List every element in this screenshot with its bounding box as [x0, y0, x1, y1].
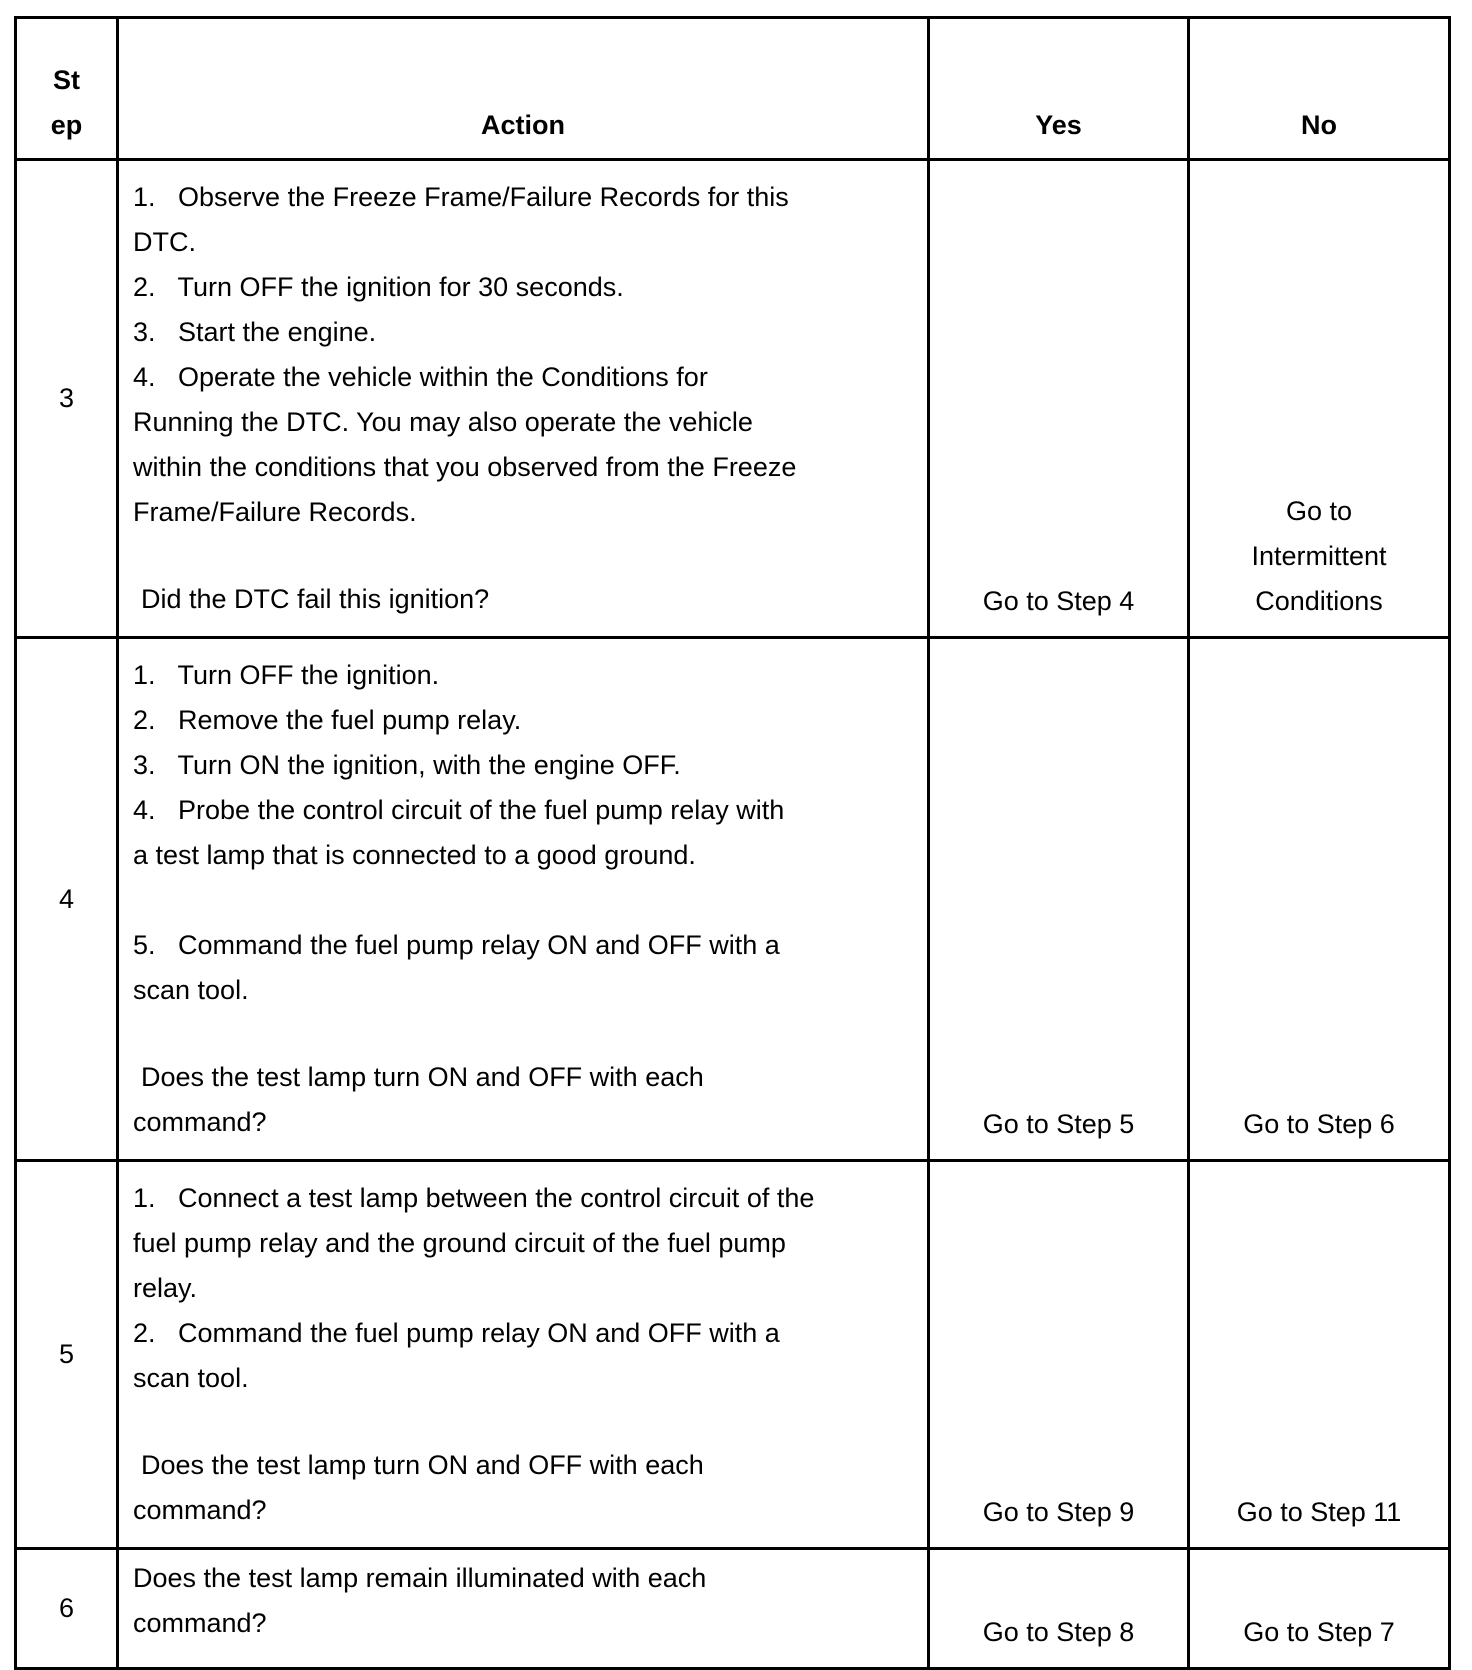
table-row [16, 1161, 1450, 1549]
yes-cell: Go to Step 9 [929, 1161, 1189, 1549]
header-step-line1: St [53, 65, 80, 95]
action-line: 1. Turn OFF the ignition. [133, 660, 440, 690]
action-cell [118, 1549, 929, 1669]
action-line: fuel pump relay and the ground circuit of the fuel pump [133, 1228, 786, 1258]
question-cont: command? [133, 1608, 267, 1638]
no-cell: Go to Step 7 [1189, 1549, 1450, 1669]
no-cell: Go to Step 6 [1189, 638, 1450, 1161]
header-step [16, 18, 118, 160]
action-line: 4. Operate the vehicle within the Conditions for [133, 362, 708, 392]
action-line: scan tool. [133, 975, 249, 1005]
action-line: 2. Remove the fuel pump relay. [133, 705, 522, 735]
question-cont: command? [133, 1495, 267, 1525]
action-line: 1. Observe the Freeze Frame/Failure Records for this [133, 182, 789, 212]
question: Does the test lamp turn ON and OFF with each [141, 1062, 704, 1092]
action-line: Running the DTC. You may also operate the vehicle [133, 407, 753, 437]
header-row [16, 18, 1450, 160]
action-cell [118, 638, 929, 1161]
header-action: Action [118, 18, 929, 160]
action-cell [118, 1161, 929, 1549]
header-step-line2: ep [50, 110, 83, 140]
question: Does the test lamp turn ON and OFF with each [141, 1450, 704, 1480]
spacer [133, 878, 927, 923]
table-row [16, 1549, 1450, 1669]
action-line: within the conditions that you observed from the Freeze [133, 452, 797, 482]
table-row [16, 638, 1450, 1161]
step-number: 3 [16, 160, 118, 638]
step-number: 6 [16, 1549, 118, 1669]
action-line: 1. Connect a test lamp between the control circuit of the [133, 1183, 815, 1213]
step-number: 4 [16, 638, 118, 1161]
action-cell [118, 160, 929, 638]
action-line: a test lamp that is connected to a good ground. [133, 840, 696, 870]
header-no: No [1189, 18, 1450, 160]
diagnostic-table [14, 16, 1451, 1670]
action-line: 2. Command the fuel pump relay ON and OFF with a [133, 1318, 780, 1348]
question: Did the DTC fail this ignition? [141, 584, 490, 614]
action-line: scan tool. [133, 1363, 249, 1393]
yes-cell: Go to Step 5 [929, 638, 1189, 1161]
step-number: 5 [16, 1161, 118, 1549]
action-line: 2. Turn OFF the ignition for 30 seconds. [133, 272, 624, 302]
action-line: 3. Start the engine. [133, 317, 377, 347]
table-row [16, 160, 1450, 638]
header-yes: Yes [929, 18, 1189, 160]
no-line: Conditions [1255, 586, 1383, 616]
no-line: Go to [1285, 496, 1353, 526]
question-cont: command? [133, 1107, 267, 1137]
no-cell [1189, 160, 1450, 638]
no-line: Intermittent [1251, 541, 1387, 571]
yes-cell: Go to Step 8 [929, 1549, 1189, 1669]
action-line: 3. Turn ON the ignition, with the engine OFF. [133, 750, 681, 780]
no-cell: Go to Step 11 [1189, 1161, 1450, 1549]
action-line: relay. [133, 1273, 198, 1303]
action-line: 4. Probe the control circuit of the fuel pump relay with [133, 795, 785, 825]
action-line: 5. Command the fuel pump relay ON and OFF with a [133, 930, 780, 960]
question: Does the test lamp remain illuminated with each [133, 1563, 707, 1593]
action-line: DTC. [133, 227, 196, 257]
yes-cell: Go to Step 4 [929, 160, 1189, 638]
action-line: Frame/Failure Records. [133, 497, 417, 527]
